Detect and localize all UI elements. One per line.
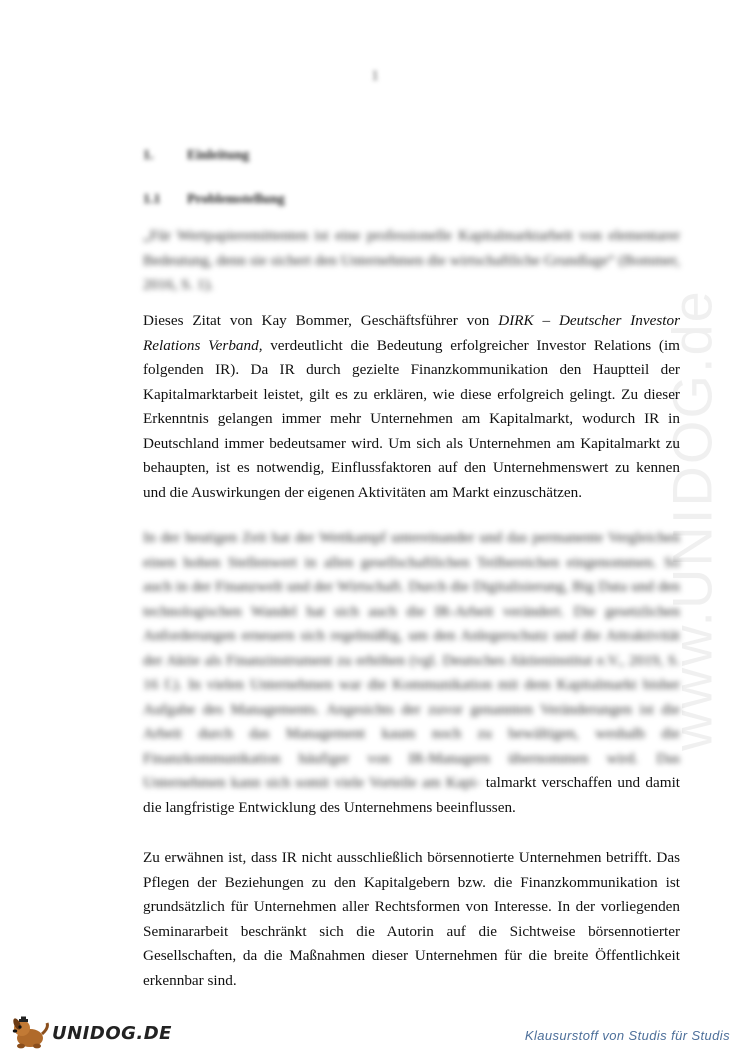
dog-mascot-icon — [8, 1016, 50, 1050]
section-title: Problemstellung — [187, 192, 285, 207]
intro-text-prefix: Dieses Zitat von Kay Bommer, Geschäftsführer von — [143, 312, 499, 329]
page-number: 1 — [371, 68, 379, 84]
watermark-text: www.UNIDOG.de — [660, 289, 724, 751]
chapter-number: 1. — [143, 148, 154, 163]
quote-paragraph: „Für Wertpapieremittenten ist eine professionelle Kapitalmarktarbeit von elementarer Bedeutung, denn sie sichert den Unternehmen die wirtschaftliche Grundlage“ (Bommer, 2016, S. 1). — [143, 227, 680, 293]
section-heading — [143, 192, 285, 208]
modern-era-paragraph — [143, 526, 680, 820]
intro-paragraph — [143, 309, 680, 505]
chapter-title: Einleitung — [187, 148, 250, 163]
visible-text: talmarkt verschaffen und damit die langfristige Entwicklung des Unternehmens beeinflussen. — [143, 774, 681, 816]
chapter-heading — [143, 148, 249, 164]
blurred-text: In der heutigen Zeit hat der Wettkampf untereinander und das permanente Vergleichen einen hohen Stellenwert in allen gesellschaftlichen Teilbereichen eingenommen. So auch in der Finanzwelt und der Wirtschaft. Durch die Digitalisierung, Big Data und den technologischen Wandel hat sich auch die IR-Arbeit verändert. Die gesetzlichen Anforderungen erneuern sich regelmäßig, um den Anlegerschutz und die Attraktivität der Aktie als Finanzinstrument zu erhöhen (vgl. Deutsches Aktieninstitut e.V., 2019, S. 16 f.). In vielen Unternehmen war die Kommunikation mit dem Kapitalmarkt bisher Aufgabe des Managements. Angesichts der zuvor genannten Veränderungen ist die Arbeit durch das Management kaum noch zu bewältigen, weshalb die Finanzkommunikation häufiger von IR-Managern übernommen wird. Das Unternehmen kann sich somit viele Vorteile am Kapi- — [143, 529, 680, 791]
scope-paragraph: Zu erwähnen ist, dass IR nicht ausschließlich börsennotierte Unternehmen betrifft. Das Pflegen der Beziehungen zu den Kapitalgebern bzw. die Finanzkommunikation ist grundsätzlich für Unternehmen aller Rechtsformen von Interesse. In der vorliegenden Seminararbeit beschränkt sich die Autorin auf die Sichtweise börsennotierter Gesellschaften, da die Maßnahmen dieser Unternehmen für die breite Öffentlichkeit erkennbar sind. — [143, 849, 680, 989]
intro-text-body: , verdeutlicht die Bedeutung erfolgreicher Investor Relations (im folgenden IR). Da IR durch gezielte Finanzkommunikation den Hauptteil der Kapitalmarktarbeit leistet, gilt es zu erklären, wie diese erfolgreich gelingt. Zu dieser Erkenntnis gelangen immer mehr Unternehmen am Kapitalmarkt, wodurch IR in Deutschland immer bedeutsamer wird. Um sich als Unternehmen am Kapitalmarkt zu behaupten, ist es notwendig, Einflussfaktoren auf den Unternehmenswert zu kennen und die Auswirkungen der eigenen Aktivitäten am Markt einzuschätzen. — [143, 336, 680, 501]
unidog-logo[interactable] — [8, 1016, 172, 1050]
organization-name: DIRK – Deutscher Investor Relations Verband — [143, 312, 680, 354]
logo-text: UNIDOG.DE — [52, 1022, 172, 1044]
footer-tagline: Klausurstoff von Studis für Studis — [524, 1028, 730, 1043]
section-number: 1.1 — [143, 192, 161, 207]
